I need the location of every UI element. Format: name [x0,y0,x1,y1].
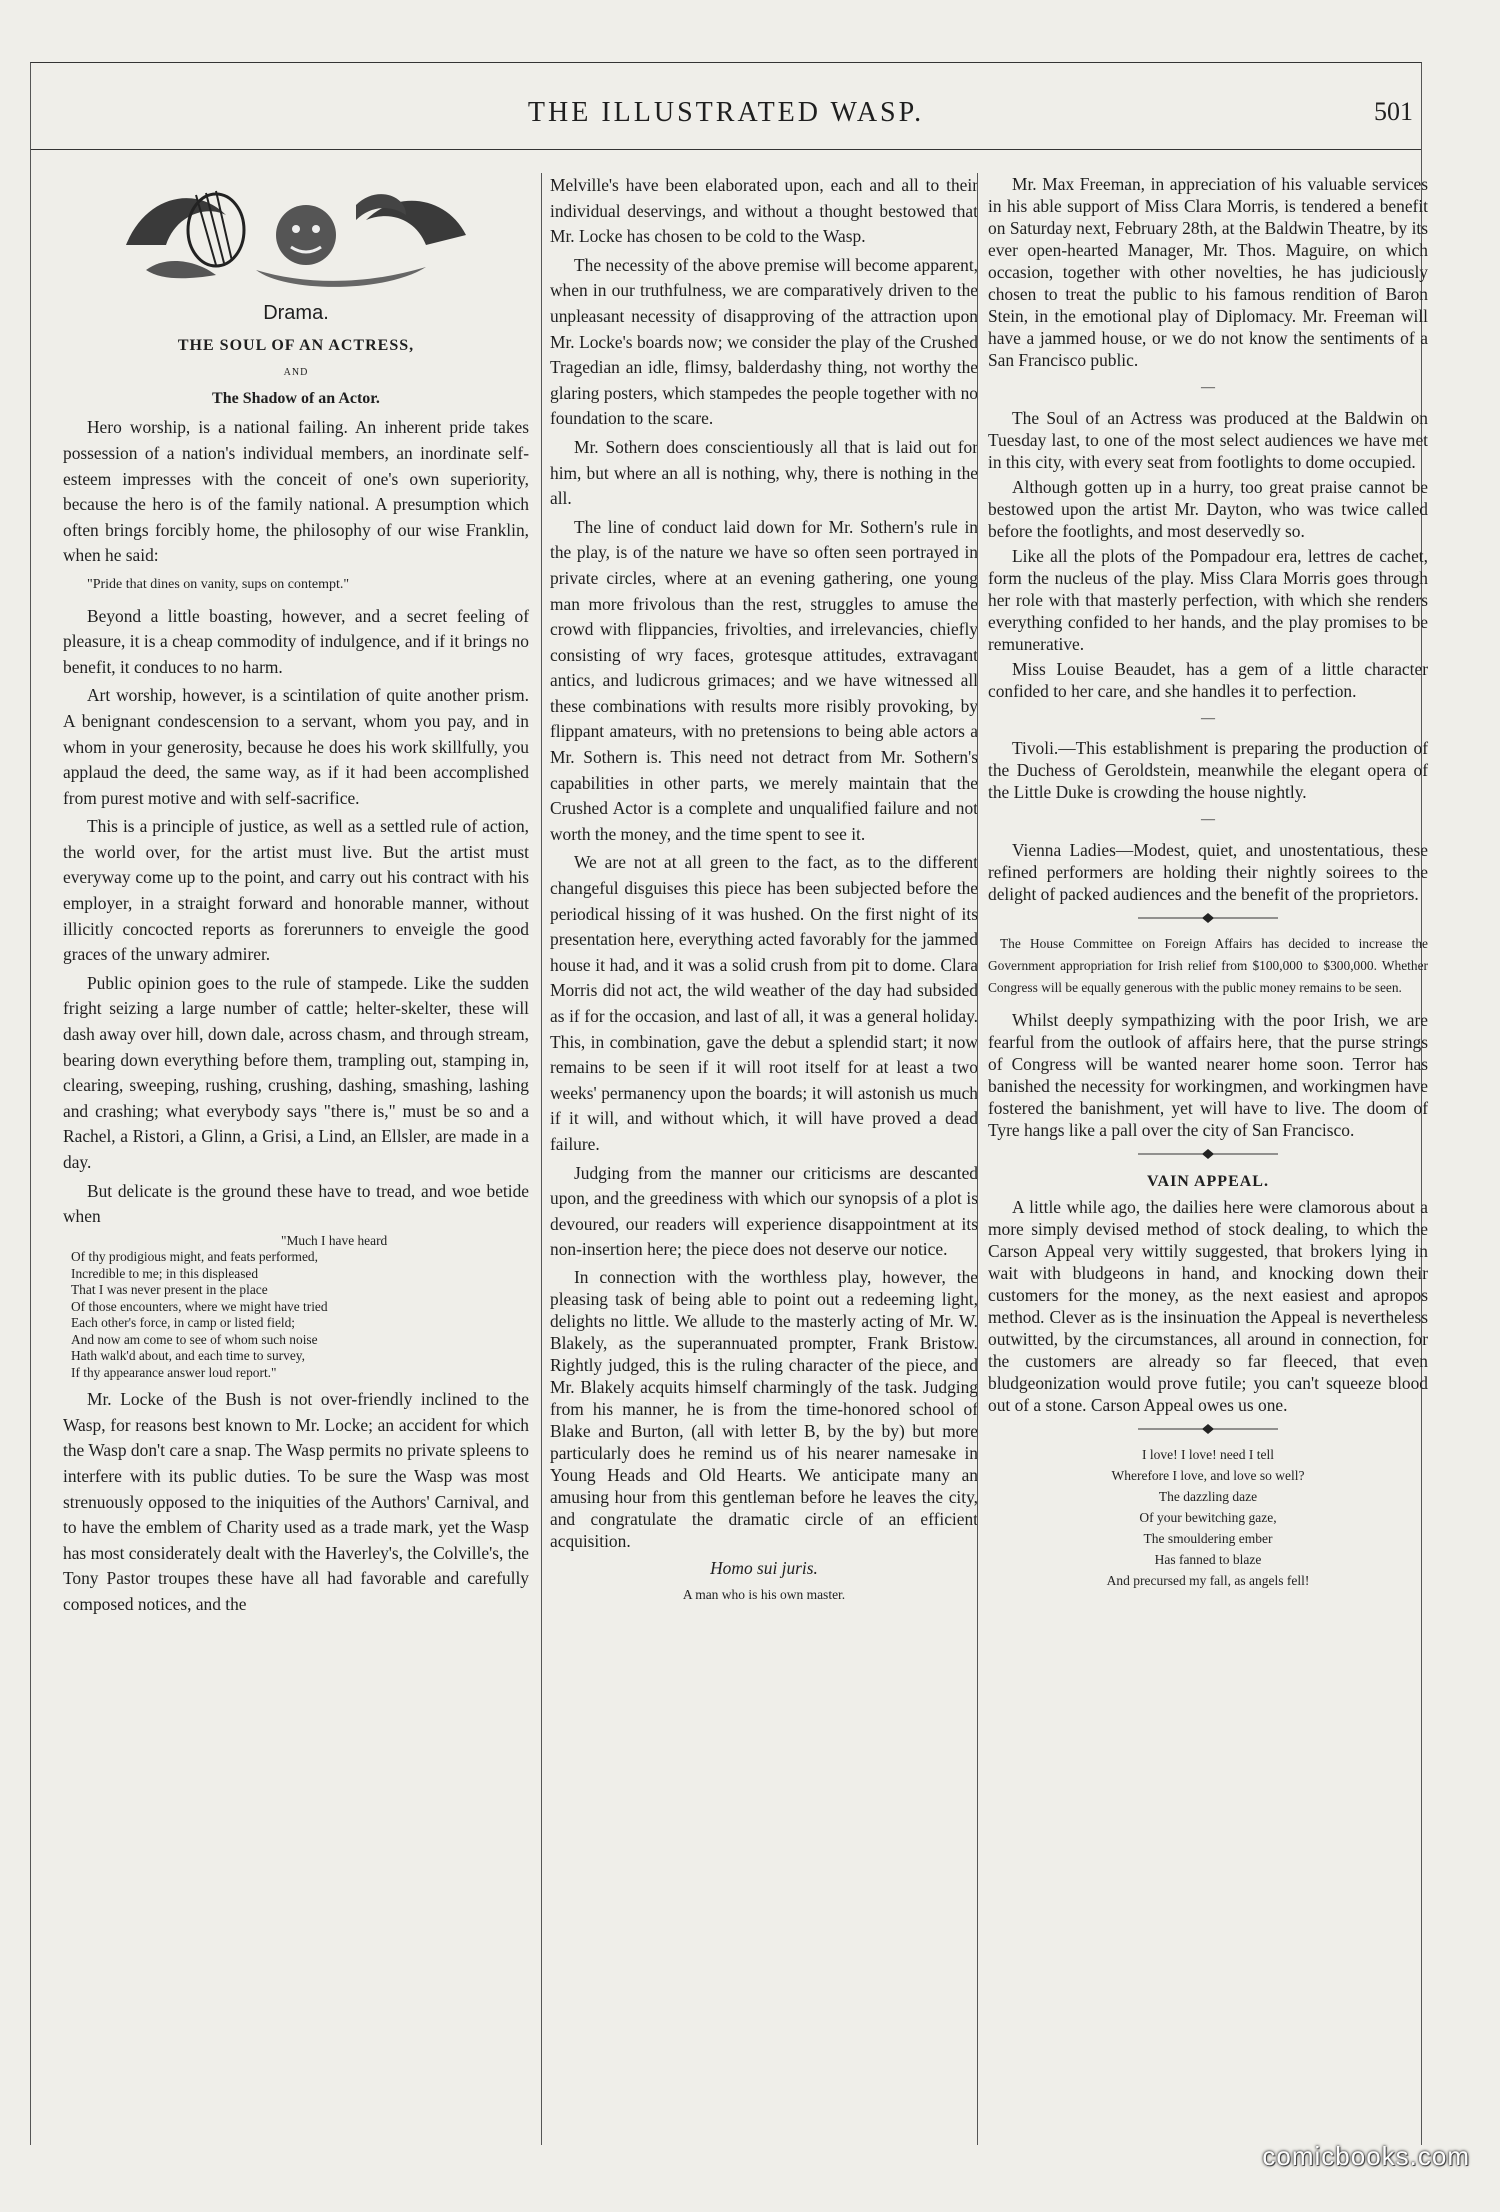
signature-translation: A man who is his own master. [682,1586,846,1602]
poem-line: The dazzling daze [1158,1489,1258,1505]
poem-line: Has fanned to blaze [1154,1552,1262,1568]
article-and: AND [283,367,309,379]
paragraph: Melville's have been elaborated upon, each and all to their individual deservings, and without a thought bestowed that Mr. Locke has chosen to be cold to the Wasp. [550,175,978,247]
poem-line: That I was never present in the place [71,1282,268,1298]
paragraph: Judging from the manner our criticisms are descanted upon, and the greediness with which our synopsis of a plot is devoured, our readers will experience disappointment at its non-insertion here; the piece does not deserve our notice. [550,1162,978,1260]
watermark: comicbooks.com [1262,2141,1470,2171]
paragraph: We are not at all green to the fact, as to the different changeful disguises this piece has been subjected before the periodical hissing of it was hushed. On the first night of its presentation here, everything acted favorably for the jammed house it had, and it was a solid crush from pit to dome. Clara Morris did not act, the wild weather of the day had subsided as if for the occasion, and last of all, it was a general holiday. This, in combination, gave the debut a splendid start; it now remains to be seen if it will root itself for at least a two weeks' permanency upon the boards; it will astonish us much if it will, and without which, it will have proved a dead failure. [550,852,978,1154]
paragraph: But delicate is the ground these have to tread, and woe betide when [63,1180,529,1227]
paragraph: Mr. Sothern does conscientiously all that is laid out for him, but where an all is nothing, why, there is nothing in the all. [550,436,978,509]
poem-line: Of thy prodigious might, and feats performed, [71,1249,318,1265]
love-poem [988,1444,1428,1591]
drama-ornament-illustration [106,175,486,293]
paragraph: The line of conduct laid down for Mr. Sothern's rule in the play, is of the nature we have so often seen portrayed in private circles, where at an evening gathering, one young man more frivolous than the rest, struggles to amuse the crowd with flippancies, frivolties, and irrelevancies, chiefly consisting of wry faces, grotesque attitudes, extravagant antics, and ludicrous grimaces; and we have witnessed all these combinations with results more risibly provoking, by flippant amateurs, with no pretensions to being able actors a Mr. Sothern is. This need not detract from Mr. Sothern's capabilities in other parts, we merely maintain that the Crushed Actor is a complete and unqualified failure and not worth the money, and the time spent to see it. [550,516,978,844]
dash-separator: — [1201,710,1215,726]
article-subtitle: The Shadow of an Actor. [212,389,380,407]
poem-line: And now am come to see of whom such noise [71,1331,318,1347]
paragraph: This is a principle of justice, as well as a settled rule of action, the world over, for the artist must live. But the artist must everyway come up to the point, and carry out his contract with his employer, in a straight forward and honorable manner, without illicitly concocted reports as forerunners to enveigle the good graces of the unwary admirer. [63,816,529,965]
paragraph: Public opinion goes to the rule of stampede. Like the sudden fright seizing a large number of cattle; helter-skelter, these will dash away over hill, down dale, across chasm, and through stream, bearing down everything before them, trampling out, stamping in, clearing, sweeping, rushing, crushing, dashing, smashing, lashing and crashing; what everybody says "there is," must be so and a Rachel, a Ristori, a Glinn, a Grisi, a Lind, an Ellsler, are made in a day. [63,972,529,1172]
signature: Homo sui juris. [710,1557,818,1578]
section-title-drama: Drama. [263,302,329,324]
paragraph: Mr. Locke of the Bush is not over-friendly inclined to the Wasp, for reasons best known to Mr. Locke; an accident for which the Wasp don't care a snap. The Wasp permits no private spleens to interfere with its public duties. To be sure the Wasp was most strenuously opposed to the iniquities of the Authors' Carnival, and to have the emblem of Charity used as a trade mark, yet the Wasp has most considerately dealt with the Haverley's, the Colville's, the Tony Pastor troupes these have all had favorable and carefully composed notices, and the [63,1389,529,1615]
paragraph: The Soul of an Actress was produced at the Baldwin on Tuesday last, to one of the most select audiences we have met in this city, with every seat from footlights to dome occupied. [988,407,1428,472]
poem-line: Each other's force, in camp or listed field; [71,1315,296,1331]
ornamental-rule [1138,1149,1278,1159]
ornamental-rule [1138,1424,1278,1434]
poem-line: The smouldering ember [1143,1531,1273,1547]
running-head [31,97,1421,150]
poem-line: And precursed my fall, as angels fell! [1106,1573,1310,1589]
poem-line: Of those encounters, where we might have tried [71,1298,328,1314]
column-1 [63,173,529,2145]
paragraph-tivoli: Tivoli.—This establishment is preparing the production of the Duchess of Geroldstein, meanwhile the elegant opera of the Little Duke is crowding the house nightly. [988,738,1428,803]
poem-line: Hath walk'd about, and each time to survey, [71,1348,305,1364]
paragraph: Beyond a little boasting, however, and a secret feeling of pleasure, it is a cheap commodity of indulgence, and if it brings no benefit, it conduces to no harm. [63,605,529,677]
dash-separator: — [1201,380,1215,395]
paragraph: Hero worship, is a national failing. An inherent pride takes possession of a nation's individual members, an inordinate self-esteem impresses with the conceit of one's own superiority, because the hero is of the family national. A presumption which often brings forcibly home, the philosophy of our wise Franklin, when he said: [63,417,529,566]
franklin-quote: "Pride that dines on vanity, sups on contempt." [87,576,350,592]
paragraph: Although gotten up in a hurry, too great praise cannot be bestowed upon the artist Mr. Dayton, who was twice called before the footlights, and most deservedly so. [988,476,1428,541]
page-number: 501 [1374,97,1413,126]
paragraph: The necessity of the above premise will become apparent, when in our truthfulness, we are comparatively driven to the unpleasant necessity of disapproving of the attraction upon Mr. Locke's boards now; we consider the play of the Crushed Tragedian an idle, flimsy, balderdashy thing, not worthy the glaring posters, which stampedes the people together with no foundation to the scare. [550,254,978,429]
column-2 [541,173,978,2145]
column-3 [977,173,1428,2145]
dash-separator: — [1201,812,1215,828]
paragraph: Miss Louise Beaudet, has a gem of a little character confided to her care, and she handles it to perfection. [988,658,1428,701]
paragraph-vienna: Vienna Ladies—Modest, quiet, and unostentatious, these refined performers are holding their nightly soirees to the delight of packed audiences and the benefit of the proprietors. [988,839,1428,904]
paragraph-irish: Whilst deeply sympathizing with the poor Irish, we are fearful from the outlook of affairs here, that the purse strings of Congress will be wanted nearer home soon. Terror has banished the necessity for workingmen, and workingmen have fostered the banishment, yet will have to live. The doom of Tyre hangs like a pall over the city of San Francisco. [988,1009,1428,1140]
poem-line: "Much I have heard [281,1232,388,1248]
ornamental-rule [1138,913,1278,923]
vain-appeal-title: VAIN APPEAL. [1147,1172,1269,1190]
poem-line: If thy appearance answer loud report." [71,1364,277,1380]
paragraph: Like all the plots of the Pompadour era, lettres de cachet, form the nucleus of the play. Miss Clara Morris goes through her role with that masterly perfection, with which she renders everything confided to her hands, and the play promises to be remunerative. [988,545,1428,654]
poem-line: Incredible to me; in this displeased [71,1265,259,1281]
paragraph: Art worship, however, is a scintilation of quite another prism. A benignant condescension to a servant, whom you pay, and in whom in your generosity, because he does his work skillfully, you applaud the deed, the same way, as if it had been accomplished from purest motive and with self-sacrifice. [63,685,529,808]
poem-line: Wherefore I love, and love so well? [1111,1468,1305,1484]
poem-line: Of your bewitching gaze, [1139,1510,1277,1526]
poem-quote [71,1233,529,1382]
poem-line: I love! I love! need I tell [1142,1447,1274,1463]
page-title: THE ILLUSTRATED WASP. [527,97,925,128]
newspaper-page [30,62,1428,2145]
article-title: THE SOUL OF AN ACTRESS, [177,336,415,354]
paragraph-vain-appeal: A little while ago, the dailies here were clamorous about a more simply devised method of stock dealing, to which the Carson Appeal very wittily suggested, that brokers lying in wait with bludgeons in hand, and knocking down their customers for the money, as the next easiest and apropos method. Clever as is the insinuation the Appeal is nevertheless outwitted, by the circumstances, all around in connection, for the customers are already so far fleeced, that even bludgeonization would prove futile; you can't squeeze blood out of a stone. Carson Appeal owes us one. [988,1197,1428,1416]
paragraph: Mr. Max Freeman, in appreciation of his valuable services in his able support of Miss Clara Morris, is tendered a benefit on Saturday next, February 28th, at the Baldwin Theatre, by its ever open-hearted Manager, Mr. Thos. Maguire, on which occasion, together with other novelties, he has judiciously chosen to treat the public to his famous rendition of Baron Stein, in the emotional play of Diplomacy. Mr. Freeman will have a jammed house, or we do not know the sentiments of a San Francisco public. [988,174,1428,370]
notice-irish-relief: The House Committee on Foreign Affairs has decided to increase the Government appropriation for Irish relief from $100,000 to $300,000. Whether Congress will be equally generous with the public money remains to be seen. [988,935,1428,995]
paragraph: In connection with the worthless play, however, the pleasing task of being able to point out a redeeming light, delights no little. We allude to the masterly acting of Mr. W. Blakely, as the superannuated prompter, Frank Bristow. Rightly judged, this is the ruling character of the piece, and Mr. Blakely acquits himself charmingly of the task. Judging from his manner, he is from the time-honored school of Blake and Burton, (all with letter B, by the by) but more particularly does he remind us of his nearer namesake in Young Heads and Old Hearts. We anticipate many an amusing hour from this gentleman before he leaves the city, and congratulate the dramatic circle of an efficient acquisition. [550,1266,978,1551]
